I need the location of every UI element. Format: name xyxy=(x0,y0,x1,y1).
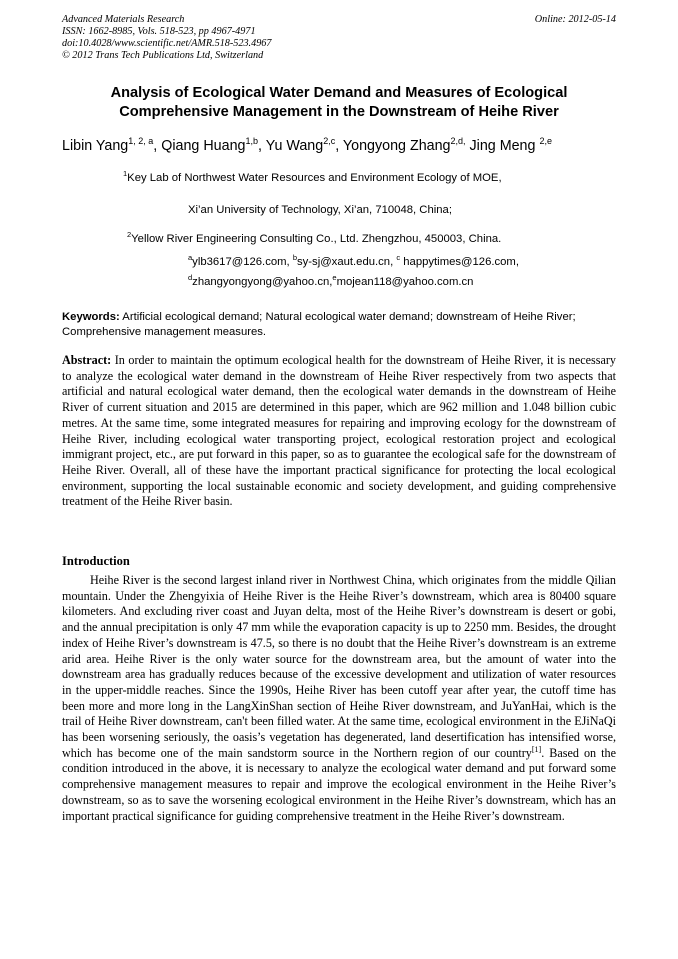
introduction-text: Heihe River is the second largest inland river in Northwest China, which originates from the middle Qilian mountain. Under the Zhengyixia of Heihe River is the Heihe River’s downstream, which area is 80400 square kilometers. And excluding river coast and Juyan delta, most of the Heihe River’s downstream is desert or gobi, and the annual precipitation is only 47 mm while the evaporation capacity is up to 2250 mm. Besides, the drought index of Heihe River’s downstream is 47.5, so there is no doubt that the Heihe River’s downstream is an extreme arid area. Heihe River is the only water source for the downstream area, but the amount of water into the downstream area has gradually reduces because of the excessive development and utilization of water resources in the upper-middle reaches. Since the 1990s, Heihe River has been cutoff year after year, the cutoff time has been more and more long in the LangXinShan section of Heihe River downstream, and JuYanHai, which is the trail of Heihe River downstream, can't been filled water. At the same time, ecological environment in the EJiNaQi has been worsening seriously, the oasis’s vegetation has degenerated, land desertification has intensified worse, which has become one of the main sandstorm source in the Northern region of our country xyxy=(62,573,616,760)
paper-title xyxy=(62,84,616,122)
keywords-label: Keywords: xyxy=(62,311,120,323)
author-separator: , xyxy=(153,138,162,154)
journal-name: Advanced Materials Research xyxy=(62,14,185,25)
affiliation-1-line-1 xyxy=(123,171,502,185)
email-marker: b xyxy=(292,253,297,262)
email-line-2 xyxy=(188,275,473,289)
affiliation-marker: 1 xyxy=(123,169,128,178)
author-affiliation-marker: 2,c xyxy=(323,136,336,146)
author-separator: , xyxy=(258,138,266,154)
abstract-text: In order to maintain the optimum ecological health for the downstream of Heihe River, it is necessary to analyze the ecological water demand in the downstream of Heihe River respectively from two aspects that artificial and natural ecological water demand, then the ecological water demands in the downstream of Heihe River of current situation and 2015 are determined in this paper, which are 962 million and 1.048 billion cubic metres. At the same time, some integrated measures for repairing and improving ecology for the downstream of Heihe River, including ecological water transporting project, ecological restoration project and ecological immigrant project, etc., are put forward in this paper, so as to guarantee the ecological safe for the downstream of Heihe River. Overall, all of these have the important practical significance for protecting the local ecological environment, supporting the local sustainable economic and society development, and guiding comprehensive treatment of the Heihe River basin. xyxy=(62,353,616,509)
introduction-text-continued: . Based on the condition introduced in the above, it is necessary to analyze the ecological water demand and put forward some comprehensive management measures to repair and improve the ecological environment in the Heihe River’s downstream, so as to save the worsening ecological environment in the Heihe River’s downstream, which has an important practical significance for guiding comprehensive treatment in the Heihe River’s downstream. xyxy=(62,745,616,823)
journal-header xyxy=(62,14,616,62)
author-list xyxy=(62,137,616,155)
author-affiliation-marker: 2,d, xyxy=(450,136,466,146)
author-affiliation-marker: 1,b xyxy=(245,136,259,146)
introduction-paragraph xyxy=(62,573,616,824)
email-address: zhangyongyong@yahoo.cn, xyxy=(192,276,333,288)
citation-reference: [1] xyxy=(531,744,542,754)
author-name: Yu Wang xyxy=(265,138,324,154)
email-marker: a xyxy=(188,253,193,262)
affiliation-marker: 2 xyxy=(127,230,132,239)
affiliation-text: Yellow River Engineering Consulting Co., Ltd. Zhengzhou, 450003, China. xyxy=(131,233,502,245)
keywords-text: Artificial ecological demand; Natural ecological water demand; downstream of Heihe River; Comprehensive management measures. xyxy=(62,311,576,338)
email-line-1 xyxy=(188,255,519,269)
email-marker: c xyxy=(396,253,401,262)
introduction-heading: Introduction xyxy=(62,554,130,568)
author-name: Libin Yang xyxy=(62,138,129,154)
copyright-line: © 2012 Trans Tech Publications Ltd, Switzerland xyxy=(62,50,264,61)
title-line-1: Analysis of Ecological Water Demand and Measures of Ecological xyxy=(110,85,568,101)
email-address: sy-sj@xaut.edu.cn, xyxy=(297,256,397,268)
abstract-label: Abstract: xyxy=(62,353,112,367)
title-line-2: Comprehensive Management in the Downstream of Heihe River xyxy=(119,104,559,120)
affiliation-text: Key Lab of Northwest Water Resources and Environment Ecology of MOE, xyxy=(127,172,502,184)
author-name: Qiang Huang xyxy=(161,138,246,154)
affiliation-1-line-2 xyxy=(188,203,452,217)
email-marker: e xyxy=(332,273,337,282)
author-name: Yongyong Zhang xyxy=(342,138,451,154)
email-address: happytimes@126.com, xyxy=(400,256,519,268)
author-affiliation-marker: 1, 2, a xyxy=(128,136,154,146)
online-date: Online: 2012-05-14 xyxy=(534,14,616,25)
author-affiliation-marker: 2,e xyxy=(539,136,552,146)
doi-line: doi:10.4028/www.scientific.net/AMR.518-523.4967 xyxy=(62,38,272,49)
author-separator: , xyxy=(335,138,343,154)
author-name: Jing Meng xyxy=(469,138,540,154)
affiliation-text: Xi’an University of Technology, Xi’an, 710048, China; xyxy=(188,204,452,216)
email-marker: d xyxy=(188,273,193,282)
affiliation-2 xyxy=(127,232,501,246)
keywords-section xyxy=(62,310,616,339)
issn-line: ISSN: 1662-8985, Vols. 518-523, pp 4967-4971 xyxy=(62,26,256,37)
abstract-section xyxy=(62,353,616,510)
email-address: mojean118@yahoo.com.cn xyxy=(336,276,474,288)
email-address: ylb3617@126.com, xyxy=(192,256,293,268)
